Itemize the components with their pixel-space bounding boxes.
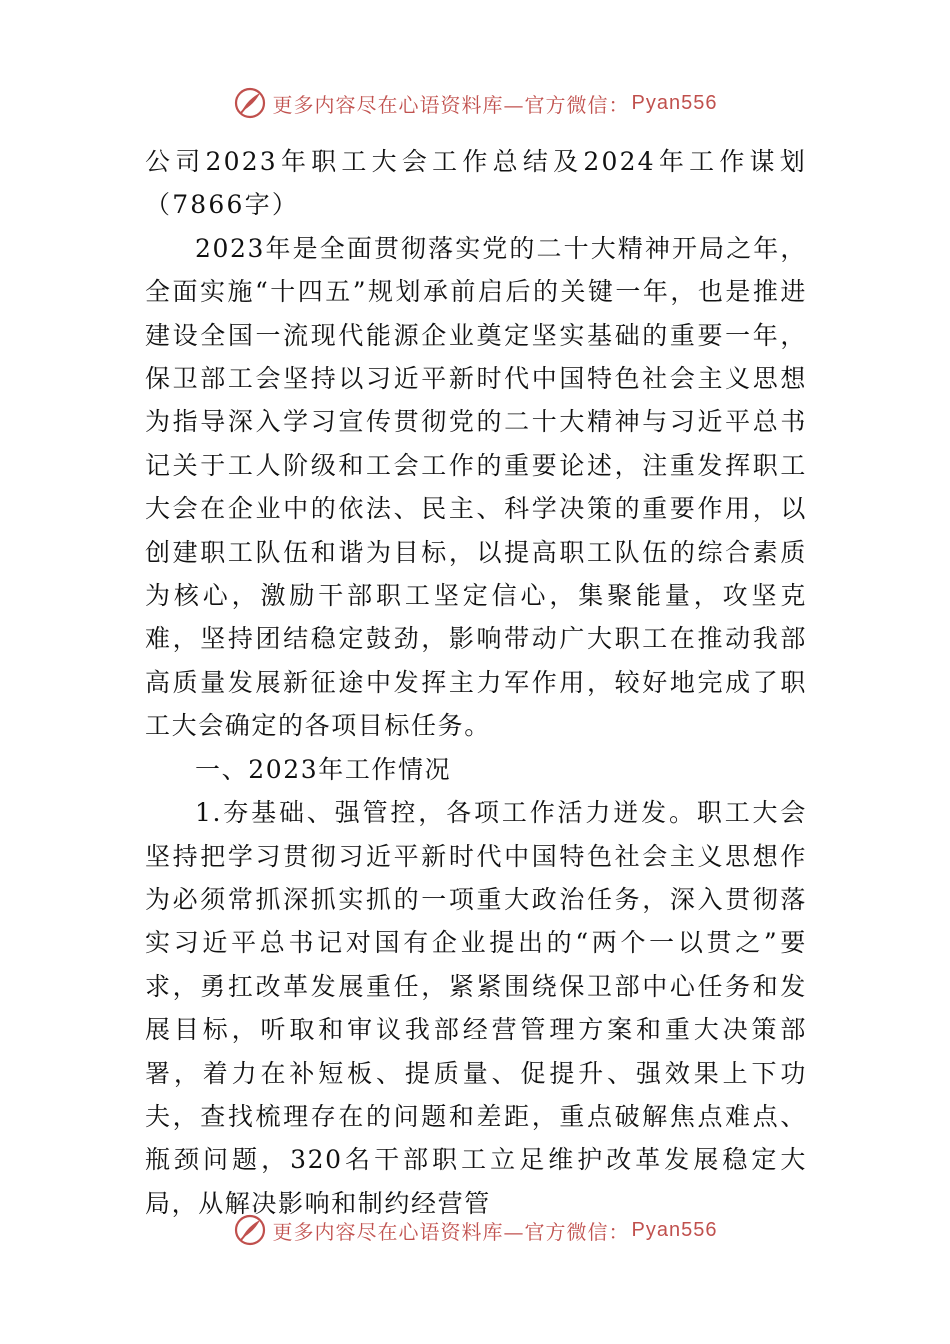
quill-logo-icon [233,1213,267,1247]
footer-watermark [0,1210,950,1250]
watermark-handle: Pyan556 [631,91,718,114]
intro-paragraph: 2023年是全面贯彻落实党的二十大精神开局之年，全面实施“十四五”规划承前启后的关键一年，也是推进建设全国一流现代能源企业奠定坚实基础的重要一年，保卫部工会坚持以习近平新时代中国特色社会主义思想为指导深入学习宣传贯彻党的二十大精神与习近平总书记关于工人阶级和工会工作的重要论述，注重发挥职工大会在企业中的依法、民主、科学决策的重要作用，以创建职工队伍和谐为目标，以提高职工队伍的综合素质为核心，激励干部职工坚定信心，集聚能量，攻坚克难，坚持团结稳定鼓劲，影响带动广大职工在推动我部高质量发展新征途中发挥主力军作用，较好地完成了职工大会确定的各项目标任务。 [145,233,807,741]
section-heading: 一、2023年工作情况 [195,754,452,784]
watermark-handle: Pyan556 [631,1218,718,1241]
document-body [145,140,807,1225]
watermark-text: 更多内容尽在心语资料库—官方微信： [272,1219,630,1244]
document-title: 公司2023年职工大会工作总结及2024年工作谋划（7866字） [145,147,807,220]
section-paragraph: 1.夯基础、强管控，各项工作活力迸发。职工大会坚持把学习贯彻习近平新时代中国特色社会主义思想作为必须常抓深抓实抓的一项重大政治任务，深入贯彻落实习近平总书记对国有企业提出的“两个一以贯之”要求，勇扛改革发展重任，紧紧围绕保卫部中心任务和发展目标，听取和审议我部经营管理方案和重大决策部署，着力在补短板、提质量、促提升、强效果上下功夫，查找梳理存在的问题和差距，重点破解焦点难点、瓶颈问题，320名干部职工立足维护改革发展稳定大局，从解决影响和制约经营管 [145,798,807,1218]
header-watermark [0,83,950,123]
watermark-text: 更多内容尽在心语资料库—官方微信： [272,92,630,117]
quill-logo-icon [233,86,267,120]
